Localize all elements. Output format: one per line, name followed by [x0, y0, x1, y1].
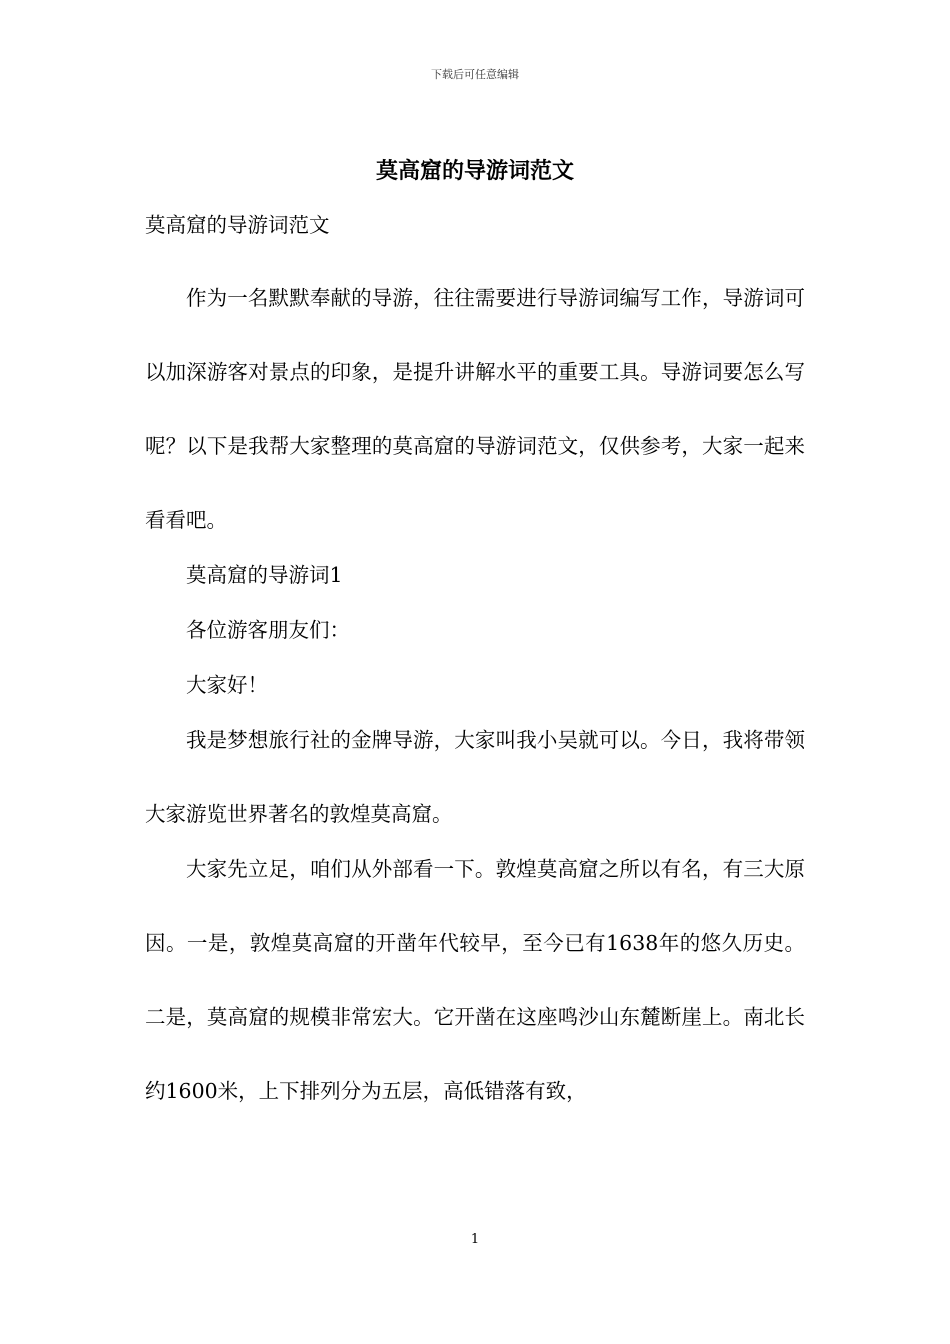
paragraph-mogao-history: 大家先立足，咱们从外部看一下。敦煌莫高窟之所以有名，有三大原因。一是，敦煌莫高窟的开凿年代较早，至今已有1638年的悠久历史。二是，莫高窟的规模非常宏大。它开凿在这座鸣沙山东麓断崖上。南北长约1600米，上下排列分为五层，高低错落有致，: [145, 857, 805, 1103]
page-number: 1: [470, 1232, 480, 1247]
paragraph-greeting: 大家好！: [186, 673, 268, 697]
document-body: [145, 207, 805, 1128]
header-note: 下载后可任意编辑: [431, 68, 519, 81]
section-heading: 莫高窟的导游词1: [186, 563, 343, 587]
paragraph-intro: 作为一名默默奉献的导游，往往需要进行导游词编写工作，导游词可以加深游客对景点的印象，是提升讲解水平的重要工具。导游词要怎么写呢？以下是我帮大家整理的莫高窟的导游词范文，仅供参考，大家一起来看看吧。: [145, 286, 805, 532]
document-title: 莫高窟的导游词范文: [375, 158, 574, 184]
paragraph-greeting-address: 各位游客朋友们：: [186, 618, 350, 642]
document-subtitle: 莫高窟的导游词范文: [145, 213, 330, 237]
paragraph-guide-intro: 我是梦想旅行社的金牌导游，大家叫我小吴就可以。今日，我将带领大家游览世界著名的敦煌莫高窟。: [145, 728, 805, 826]
